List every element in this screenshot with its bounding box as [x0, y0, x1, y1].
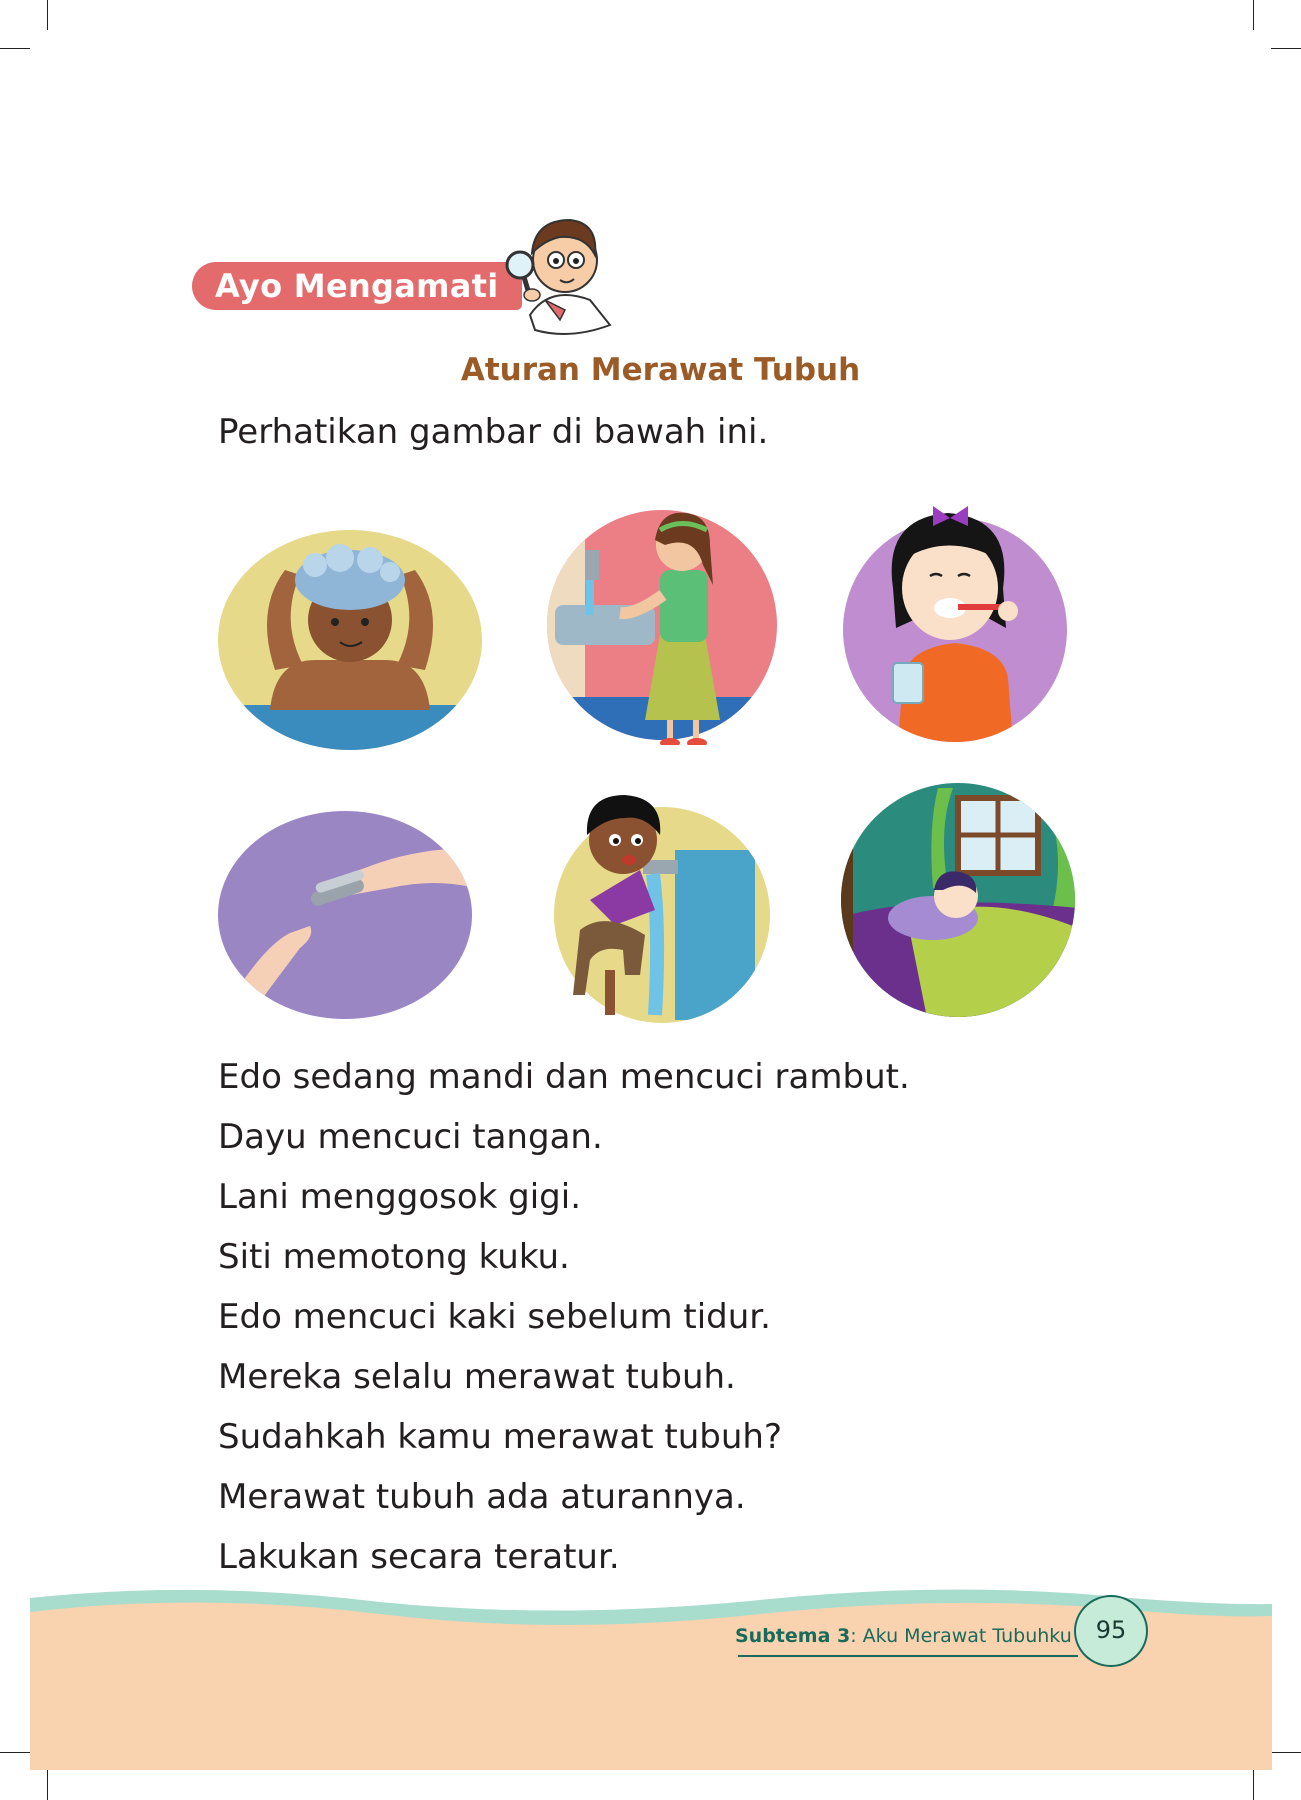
boy-sleeping-icon	[838, 778, 1078, 1023]
sentence-list	[218, 1053, 910, 1593]
sentence-line: Lani menggosok gigi.	[218, 1177, 582, 1217]
sentence-line: Sudahkah kamu merawat tubuh?	[218, 1417, 783, 1457]
girl-brushing-teeth-icon	[838, 478, 1073, 743]
intro-text: Perhatikan gambar di bawah ini.	[218, 412, 769, 452]
sentence-line: Lakukan secara teratur.	[218, 1537, 620, 1577]
page-title: Aturan Merawat Tubuh	[460, 352, 861, 388]
mascot-magnifier-icon	[490, 205, 630, 345]
sentence-line: Dayu mencuci tangan.	[218, 1117, 603, 1157]
crop-mark	[1253, 0, 1254, 30]
sentence-line: Edo mencuci kaki sebelum tidur.	[218, 1297, 771, 1337]
girl-washing-hands-icon	[545, 485, 780, 745]
footer-subtema	[735, 1625, 1072, 1647]
boy-washing-hair-icon	[215, 510, 485, 760]
subtema-label: Subtema 3	[735, 1625, 851, 1647]
cutting-nails-icon	[215, 808, 475, 1023]
subtema-title: : Aku Merawat Tubuhku	[850, 1625, 1072, 1647]
boy-washing-feet-icon	[545, 760, 780, 1025]
sentence-line: Merawat tubuh ada aturannya.	[218, 1477, 746, 1517]
page-number: 95	[1074, 1595, 1148, 1667]
sentence-line: Siti memotong kuku.	[218, 1237, 570, 1277]
footer-rule	[738, 1655, 1078, 1657]
crop-mark	[47, 0, 48, 30]
crop-mark	[1271, 48, 1301, 49]
sentence-line: Mereka selalu merawat tubuh.	[218, 1357, 736, 1397]
sentence-line: Edo sedang mandi dan mencuci rambut.	[218, 1057, 910, 1097]
crop-mark	[0, 48, 30, 49]
banner-label: Ayo Mengamati	[215, 267, 499, 305]
